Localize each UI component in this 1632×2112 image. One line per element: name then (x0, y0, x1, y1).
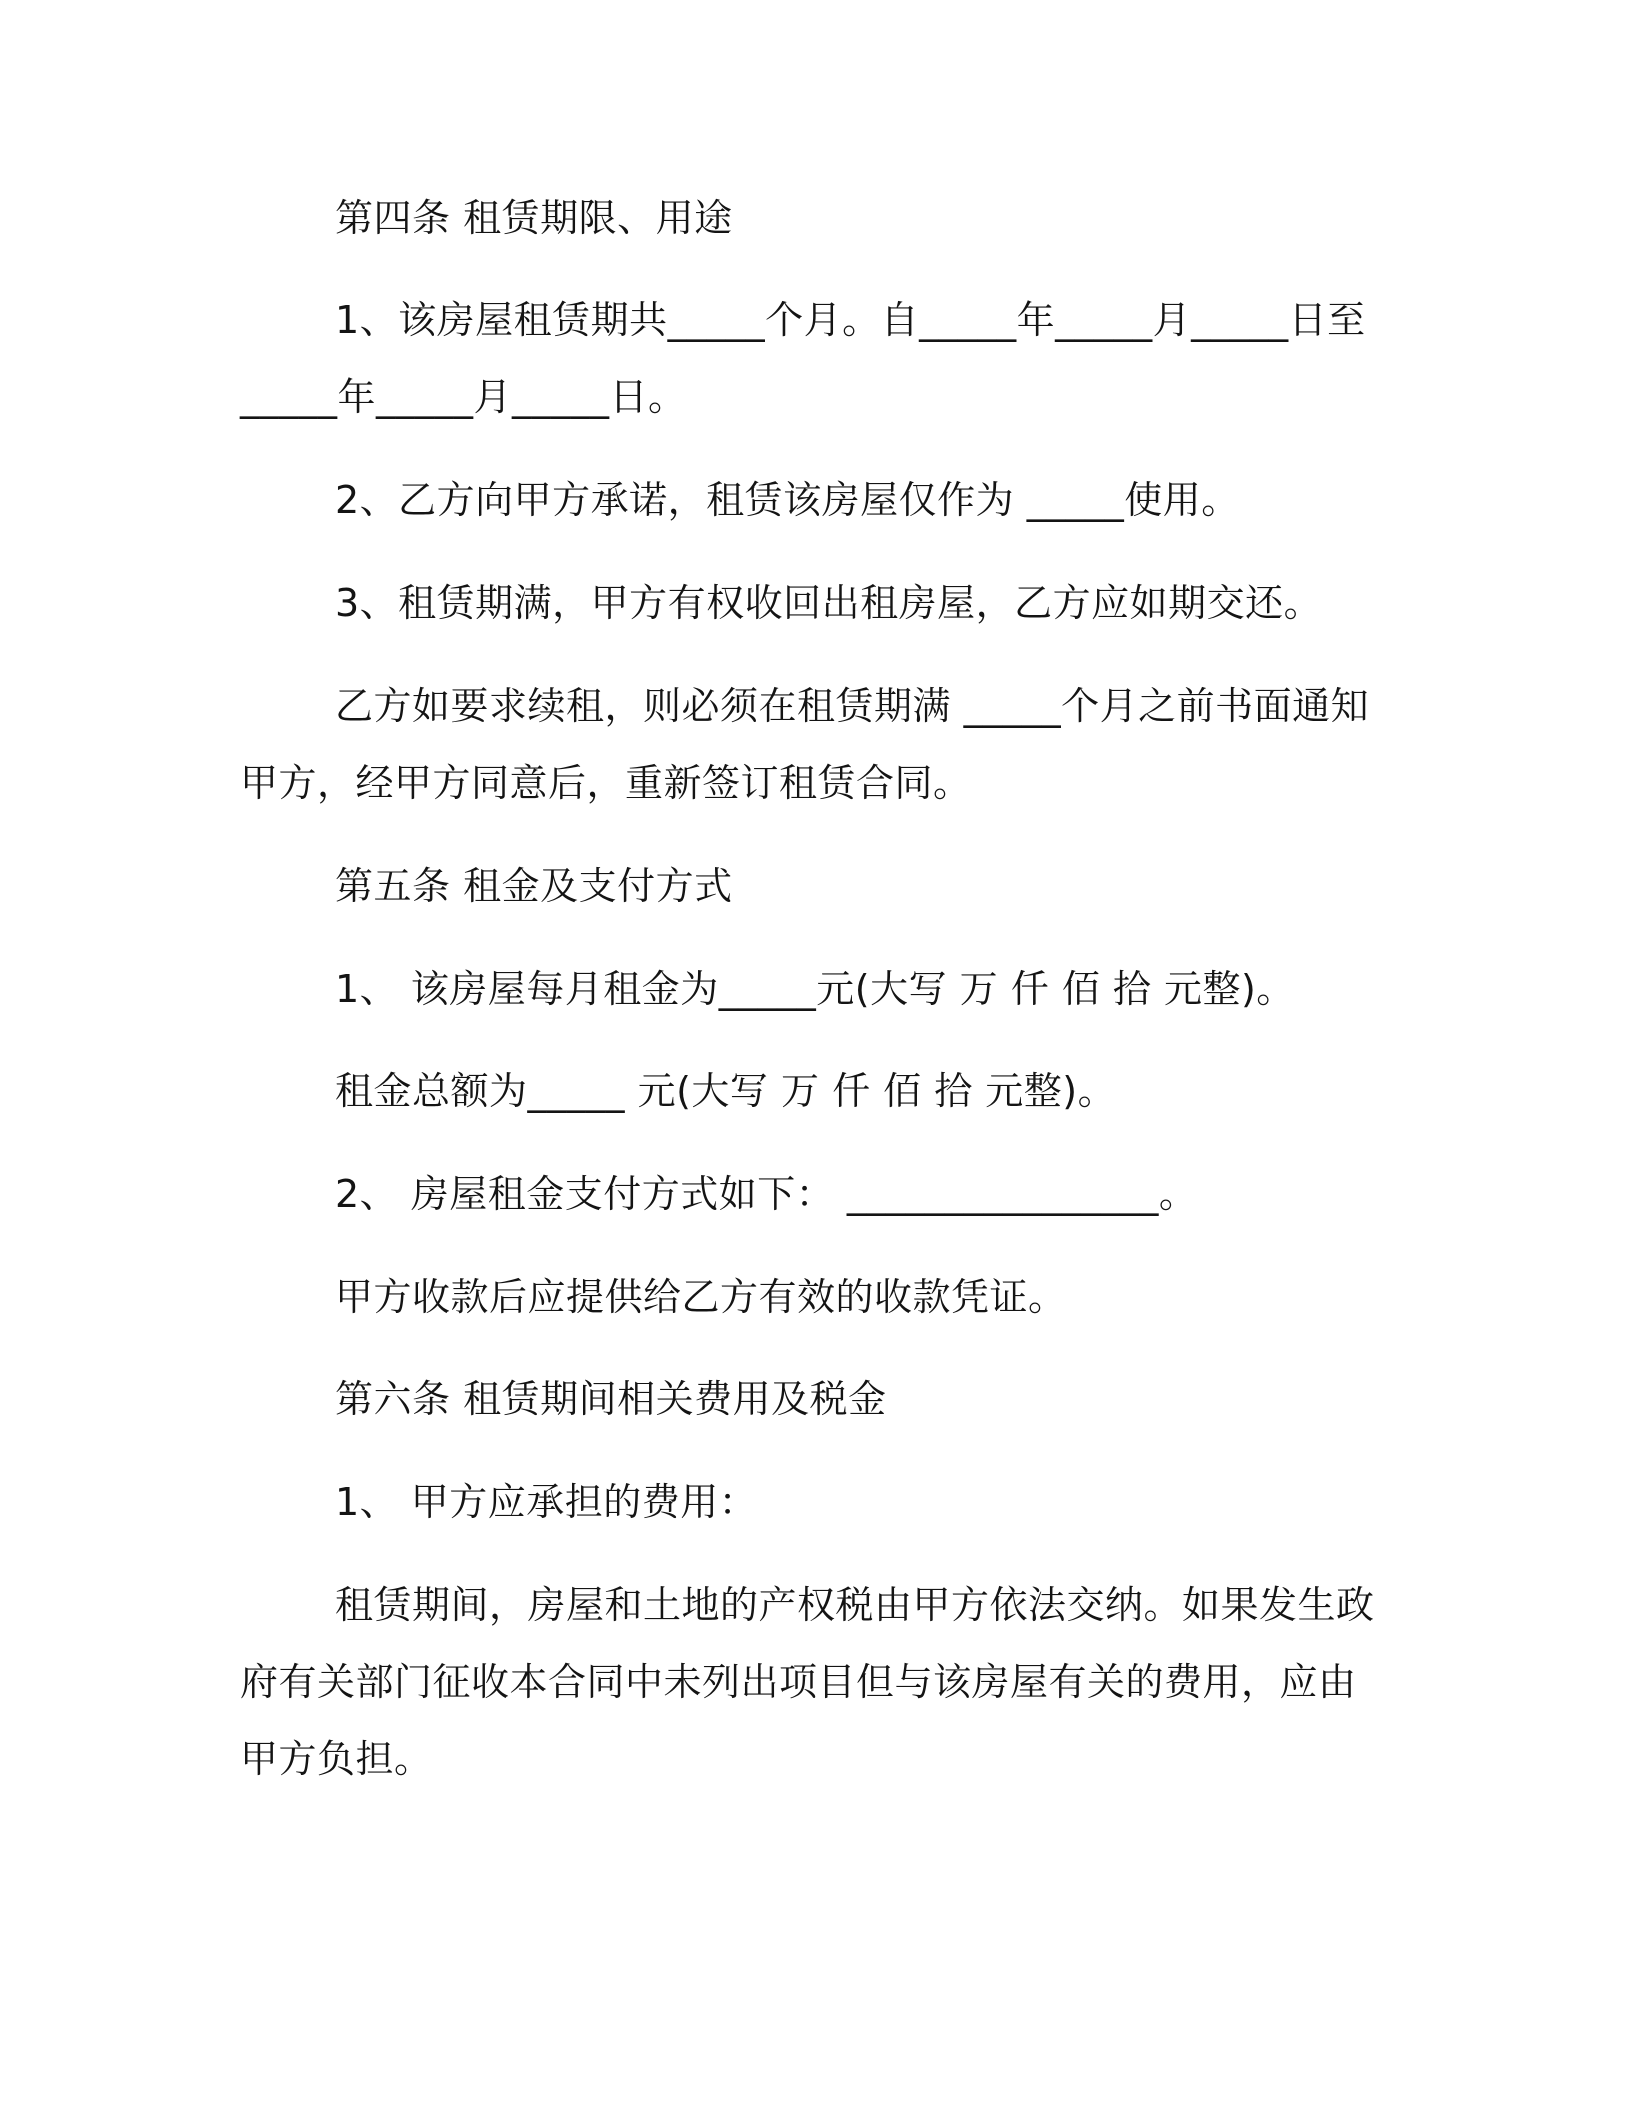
article-6-heading: 第六条 租赁期间相关费用及税金 (335, 1377, 887, 1421)
article-5-heading: 第五条 租金及支付方式 (335, 864, 733, 908)
article-4-clause-1: 1、该房屋租赁期共_____个月。自_____年_____月_____日至_____年_____月_____日。 (240, 298, 1366, 419)
article-4-renewal-paragraph: 乙方如要求续租，则必须在租赁期满 _____个月之前书面通知甲方，经甲方同意后，重新签订租赁合同。 (240, 684, 1370, 805)
article-5-receipt-paragraph: 甲方收款后应提供给乙方有效的收款凭证。 (335, 1275, 1067, 1319)
article-5-total-rent: 租金总额为_____ 元(大写 万 仟 佰 拾 元整)。 (335, 1069, 1117, 1113)
article-4-clause-3: 3、租赁期满，甲方有权收回出租房屋，乙方应如期交还。 (335, 581, 1323, 625)
article-4-clause-2: 2、乙方向甲方承诺，租赁该房屋仅作为 _____使用。 (335, 478, 1240, 522)
article-6-tax-paragraph: 租赁期间，房屋和土地的产权税由甲方依法交纳。如果发生政府有关部门征收本合同中未列出项目但与该房屋有关的费用，应由甲方负担。 (240, 1583, 1375, 1781)
article-5-clause-1: 1、 该房屋每月租金为_____元(大写 万 仟 佰 拾 元整)。 (335, 967, 1295, 1011)
article-4-heading: 第四条 租赁期限、用途 (335, 196, 733, 240)
article-5-clause-2: 2、 房屋租金支付方式如下： ________________。 (335, 1172, 1198, 1216)
article-6-clause-1: 1、 甲方应承担的费用： (335, 1480, 758, 1524)
